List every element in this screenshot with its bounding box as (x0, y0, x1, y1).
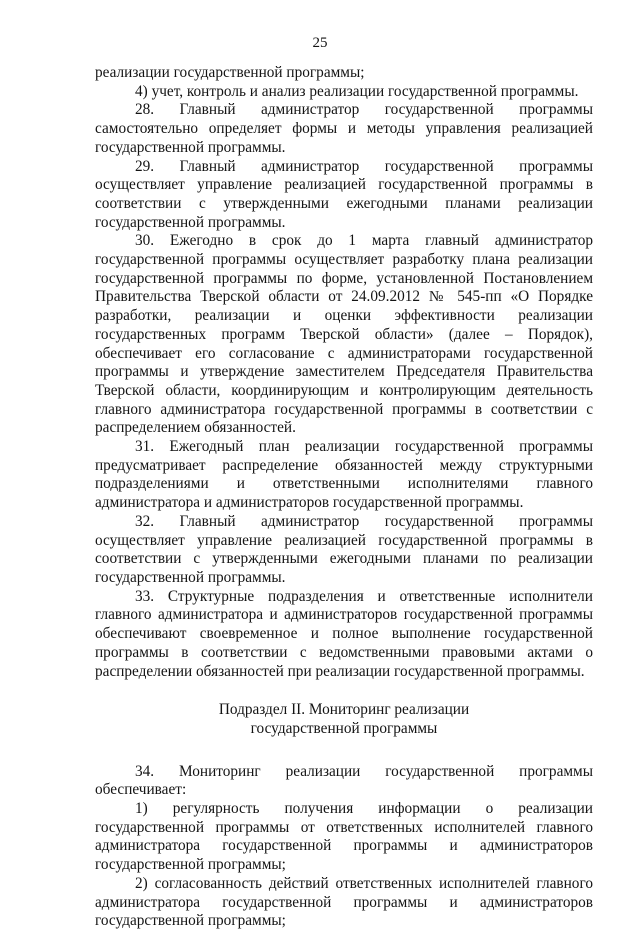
document-body (95, 64, 593, 931)
paragraph-item-4: 4) учет, контроль и анализ реализации государственной программы. (135, 82, 579, 100)
paragraph-34-item-1: 1) регулярность получения информации о реализации государственной программы от ответственных исполнителей главного администратора государственной программы и администраторов государственной программы; (95, 800, 593, 874)
paragraph-continuation: реализации государственной программы; (95, 64, 365, 81)
subsection-heading-line-1: Подраздел II. Мониторинг реализации (218, 701, 470, 719)
paragraph-29: 29. Главный администратор государственной программы осуществляет управление реализацией государственной программы в соответствии с утвержденными ежегодными планами реализации государственной программы. (95, 157, 593, 231)
subsection-heading (95, 701, 593, 738)
paragraph-28: 28. Главный администратор государственной программы самостоятельно определяет формы и методы управления реализацией государственной программы. (95, 101, 593, 156)
page-number: 25 (312, 35, 328, 51)
paragraph-32: 32. Главный администратор государственной программы осуществляет управление реализацией государственной программы в соответствии с утвержденными ежегодными планами по реализации государственной программы. (95, 512, 593, 586)
subsection-heading-line-2: государственной программы (250, 719, 438, 737)
paragraph-30: 30. Ежегодно в срок до 1 марта главный администратор государственной программы осуществляет разработку плана реализации государственной программы по форме, установленной Постановлением Правительства Тверской области от 24.09.2012 № 545-пп «О Порядке разработки, реализации и оценки эффективности реализации государственных программ Тверской области» (далее – Порядок), обеспечивает его согласование с администраторами государственной программы и утверждение заместителем Председателя Правительства Тверской области, координирующим и контролирующим деятельность главного администратора государственной программы в соответствии с распределением обязанностей. (95, 232, 593, 437)
paragraph-34: 34. Мониторинг реализации государственной программы обеспечивает: (95, 762, 593, 799)
paragraph-33: 33. Структурные подразделения и ответственные исполнители главного администратора и администраторов государственной программы обеспечивают своевременное и полное выполнение государственной программы в соответствии с ведомственными правовыми актами о распределении обязанностей при реализации государственной программы. (95, 587, 593, 680)
paragraph-31: 31. Ежегодный план реализации государственной программы предусматривает распределение обязанностей между структурными подразделениями и ответственными исполнителями главного администратора и администраторов государственной программы. (95, 438, 593, 512)
paragraph-34-item-2: 2) согласованность действий ответственных исполнителей главного администратора государственной программы и администраторов государственной программы; (95, 874, 593, 930)
